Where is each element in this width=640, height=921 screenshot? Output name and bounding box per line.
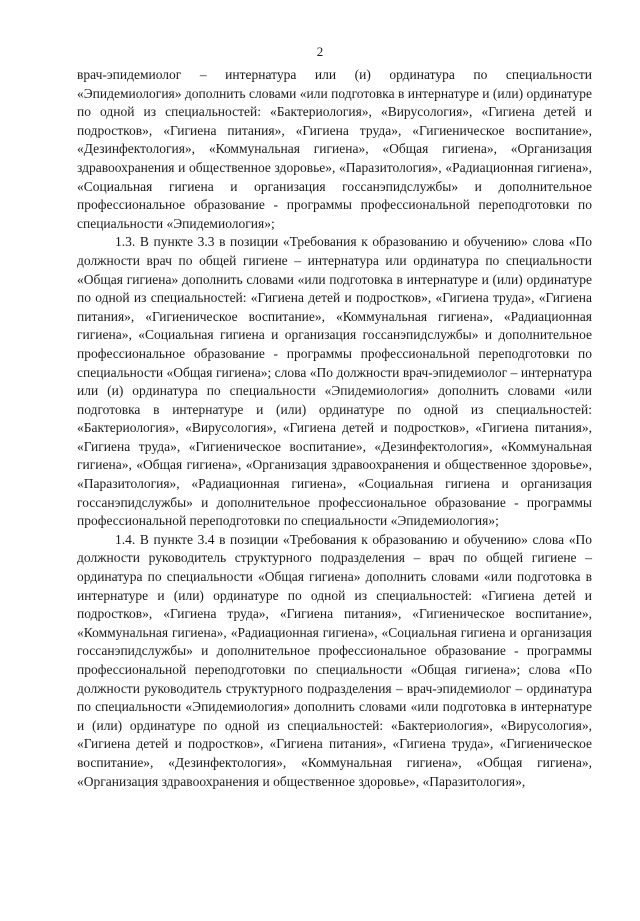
document-body [77, 66, 592, 791]
page-number: 2 [316, 44, 324, 59]
paragraph-item-1-3: 1.3. В пункте 3.3 в позиции «Требования к образованию и обучению» слова «По должности врач по общей гигиене – интернатура или ординатура по специальности «Общая гигиена» дополнить словами «или подготовка в интернатуре и (или) ординатуре по одной из специальностей: «Гигиена детей и подростков», «Гигиена труда», «Гигиена питания», «Гигиеническое воспитание», «Коммунальная гигиена», «Радиационная гигиена», «Социальная гигиена и организация госсанэпидслужбы» и дополнительное профессиональное образование - программы профессиональной переподготовки по специальности «Общая гигиена»; слова «По должности врач-эпидемиолог – интернатура или (и) ординатура по специальности «Эпидемиология» дополнить словами «или подготовка в интернатуре и (или) ординатуре по одной из специальностей: «Бактериология», «Вирусология», «Гигиена детей и подростков», «Гигиена питания», «Гигиена труда», «Гигиеническое воспитание», «Дезинфектология», «Коммунальная гигиена», «Общая гигиена», «Организация здравоохранения и общественное здоровье», «Паразитология», «Радиационная гигиена», «Социальная гигиена и организация госсанэпидслужбы» и дополнительное профессиональное образование - программы профессиональной переподготовки по специальности «Эпидемиология»; [77, 234, 592, 529]
paragraph-continuation: врач-эпидемиолог – интернатура или (и) ординатура по специальности «Эпидемиология» дополнить словами «или подготовка в интернатуре и (или) ординатуре по одной из специальностей: «Бактериология», «Вирусология», «Гигиена детей и подростков», «Гигиена питания», «Гигиена труда», «Гигиеническое воспитание», «Дезинфектология», «Коммунальная гигиена», «Общая гигиена», «Организация здравоохранения и общественное здоровье», «Паразитология», «Радиационная гигиена», «Социальная гигиена и организация госсанэпидслужбы» и дополнительное профессиональное образование - программы профессиональной переподготовки по специальности «Эпидемиология»; [77, 67, 592, 231]
paragraph-item-1-4: 1.4. В пункте 3.4 в позиции «Требования к образованию и обучению» слова «По должности руководитель структурного подразделения – врач по общей гигиене – ординатура по специальности «Общая гигиена» дополнить словами «или подготовка в интернатуре и (или) ординатуре по одной из специальностей: «Гигиена детей и подростков», «Гигиена труда», «Гигиена питания», «Гигиеническое воспитание», «Коммунальная гигиена», «Радиационная гигиена», «Социальная гигиена и организация госсанэпидслужбы» и дополнительное профессиональное образование - программы профессиональной переподготовки по специальности «Общая гигиена»; слова «По должности руководитель структурного подразделения – врач-эпидемиолог – ординатура по специальности «Эпидемиология» дополнить словами «или подготовка в интернатуре и (или) ординатуре по одной из специальностей: «Бактериология», «Вирусология», «Гигиена детей и подростков», «Гигиена питания», «Гигиена труда», «Гигиеническое воспитание», «Дезинфектология», «Коммунальная гигиена», «Общая гигиена», «Организация здравоохранения и общественное здоровье», «Паразитология», [77, 531, 592, 789]
